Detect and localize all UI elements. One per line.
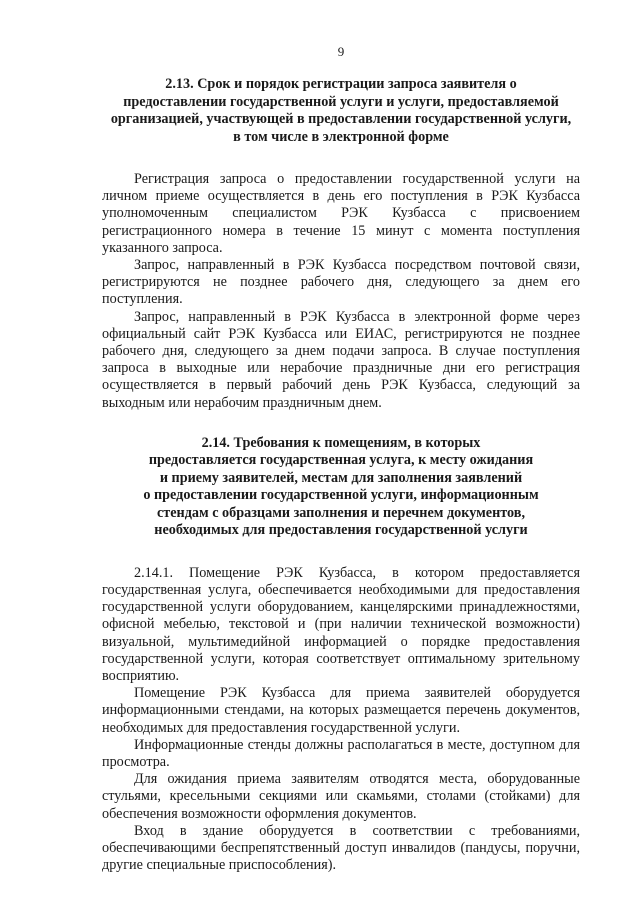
- paragraph: Информационные стенды должны располагаться в месте, доступном для просмотра.: [102, 736, 580, 771]
- page-number: 9: [337, 44, 345, 59]
- section-body-2-13: [102, 171, 580, 412]
- section-body-2-14: [102, 565, 580, 875]
- heading-line: необходимых для предоставления государственной услуги: [154, 522, 528, 539]
- paragraph: Запрос, направленный в РЭК Кузбасса в электронной форме через официальный сайт РЭК Кузбасса или ЕИАС, регистрируются не позднее рабочего дня, следующего за днем подачи запроса. В случае поступления запроса в выходные или нерабочие праздничные дни его регистрация осуществляется в первый рабочий день РЭК Кузбасса, следующий за выходным или нерабочим праздничным днем.: [102, 308, 580, 411]
- section-heading-2-14: [102, 435, 580, 540]
- heading-line: предоставляется государственная услуга, к месту ожидания: [148, 452, 534, 469]
- heading-line: организацией, участвующей в предоставлении государственной услуги,: [110, 111, 572, 127]
- heading-line: в том числе в электронной форме: [233, 128, 449, 145]
- paragraph: 2.14.1. Помещение РЭК Кузбасса, в котором предоставляется государственная услуга, обеспечивается необходимыми для предоставления государственной услуги оборудованием, канцелярскими принадлежностями, офисной мебелью, текстовой и (при наличии технической возможности) визуальной, мультимедийной информацией о порядке предоставления государственной услуги, которая соответствует оптимальному зрительному восприятию.: [102, 564, 580, 685]
- heading-line: 2.13. Срок и порядок регистрации запроса заявителя о: [165, 76, 517, 92]
- heading-line: стендам с образцами заполнения и перечнем документов,: [156, 504, 525, 521]
- heading-line: и приему заявителей, местам для заполнения заявлений: [159, 469, 523, 486]
- section-heading-2-13: [102, 76, 580, 146]
- heading-line: о предоставлении государственной услуги, информационным: [143, 487, 539, 504]
- paragraph: Для ожидания приема заявителям отводятся места, оборудованные стульями, кресельными секциями или скамьями, столами (стойками) для обеспечения возможности оформления документов.: [102, 771, 580, 822]
- heading-line: предоставлении государственной услуги и услуги, предоставляемой: [123, 93, 559, 110]
- paragraph: Вход в здание оборудуется в соответствии с требованиями, обеспечивающими беспрепятственный доступ инвалидов (пандусы, поручни, другие специальные приспособления).: [102, 822, 580, 874]
- paragraph: Регистрация запроса о предоставлении государственной услуги на личном приеме осуществляется в день его поступления в РЭК Кузбасса уполномоченным специалистом РЭК Кузбасса с присвоением регистрационного номера в течение 15 минут с момента поступления указанного запроса.: [102, 171, 580, 256]
- paragraph: Запрос, направленный в РЭК Кузбасса посредством почтовой связи, регистрируются не позднее рабочего дня, следующего за днем его поступления.: [102, 257, 580, 308]
- paragraph: Помещение РЭК Кузбасса для приема заявителей оборудуется информационными стендами, на которых размещается перечень документов, необходимых для предоставления государственной услуги.: [102, 685, 580, 736]
- heading-line: 2.14. Требования к помещениям, в которых: [201, 434, 481, 451]
